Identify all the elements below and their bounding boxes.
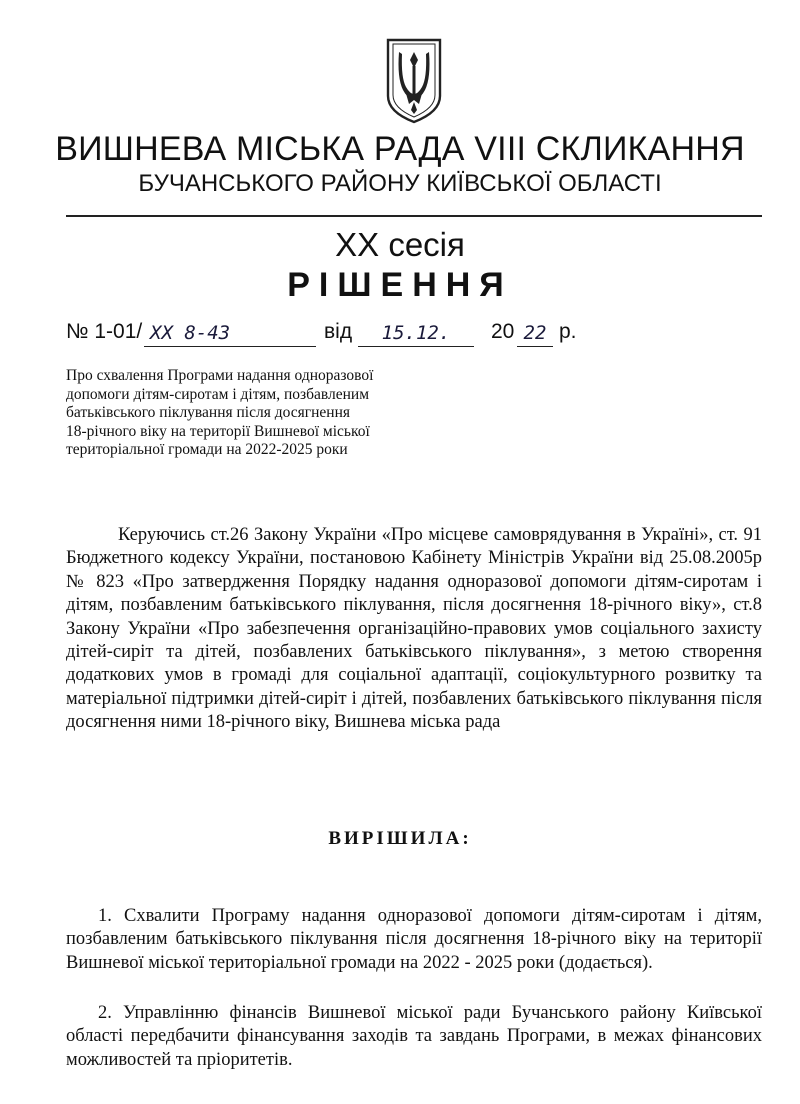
- date-handwritten: 15.12.: [358, 320, 474, 347]
- subject-line: допомоги дітям-сиротам і дітям, позбавленим: [66, 385, 370, 403]
- council-name: ВИШНЕВА МІСЬКА РАДА VIII СКЛИКАННЯ: [55, 130, 745, 168]
- trident-coat-of-arms-icon: [385, 38, 443, 124]
- header-divider: [66, 215, 762, 217]
- decision-subject: [66, 367, 446, 460]
- year-handwritten: 22: [517, 320, 553, 347]
- number-label: № 1-01/: [66, 320, 143, 343]
- decision-item: 1. Схвалити Програму надання одноразової допомоги дітям-сиротам і дітям, позбавленим батьківського піклування після досягнення 18-річного віку на території Вишневої міської територіальної громади на 2022 - 2025 роки (додається).: [66, 906, 762, 973]
- session-title: ХХ сесія: [335, 226, 465, 263]
- preamble-paragraph: Керуючись ст.26 Закону України «Про місцеве самоврядування в Україні», ст. 91 Бюджетного кодексу України, постановою Кабінету Міністрів України від 25.08.2005р № 823 «Про затвердження Порядку надання одноразової допомоги дітям-сиротам і дітям, позбавленим батьківського піклування, після досягнення 18-річного віку», ст.8 Закону України «Про забезпечення організаційно-правових умов соціального захисту дітей-сиріт та дітей, позбавлених батьківського піклування», з метою створення додаткових умов в громаді для соціальної адаптації, соціокультурного розвитку та матеріальної підтримки дітей-сиріт і дітей, позбавлених батьківського піклування після досягнення ними 18-річного віку, Вишнева міська рада: [66, 525, 762, 733]
- decision-number-line: [66, 320, 766, 350]
- subject-line: Про схвалення Програми надання одноразової: [66, 367, 374, 384]
- district-name: БУЧАНСЬКОГО РАЙОНУ КИЇВСЬКОЇ ОБЛАСТІ: [138, 170, 662, 197]
- resolved-heading: ВИРІШИЛА:: [328, 828, 472, 849]
- year-prefix: 20: [491, 320, 515, 343]
- number-handwritten: XX 8-43: [144, 320, 316, 347]
- subject-line: батьківського піклування після досягнення: [66, 404, 351, 421]
- date-label: від: [324, 320, 353, 343]
- document-type-title: РІШЕННЯ: [287, 266, 513, 304]
- subject-line: територіальної громади на 2022-2025 роки: [66, 441, 348, 458]
- year-suffix: р.: [559, 320, 577, 343]
- decision-item: 2. Управлінню фінансів Вишневої міської ради Бучанського району Київської області передбачити фінансування заходів та завдань Програми, в межах фінансових можливостей та пріоритетів.: [66, 1003, 762, 1070]
- subject-line: 18-річного віку на території Вишневої міської: [66, 422, 370, 440]
